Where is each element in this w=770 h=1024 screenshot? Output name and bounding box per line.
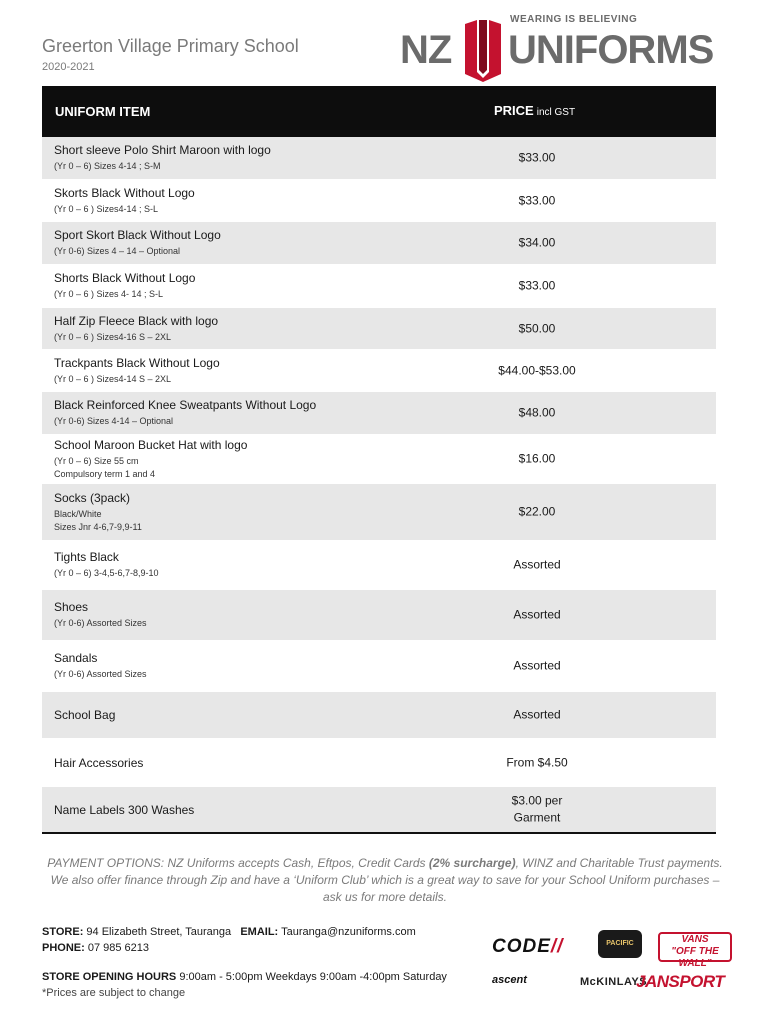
item-name: Sport Skort Black Without Logo: [54, 228, 221, 243]
table-row: [42, 484, 716, 541]
item-price: Assorted: [513, 658, 561, 673]
item-cell: [54, 186, 454, 216]
store-phone: 07 985 6213: [87, 942, 150, 954]
item-name: Tights Black: [54, 550, 119, 565]
logo-tagline: WEARING IS BELIEVING: [510, 14, 638, 25]
store-address: 94 Elizabeth Street, Tauranga: [86, 926, 232, 938]
item-sizes: (Yr 0-6) Sizes 4 – 14 – Optional: [54, 246, 181, 257]
table-row: [42, 222, 716, 265]
table-row: [42, 787, 716, 834]
item-cell: [54, 438, 454, 480]
item-cell: [54, 491, 454, 533]
item-cell: [54, 803, 454, 817]
table-row: [42, 137, 716, 180]
table-row: [42, 692, 716, 739]
item-sizes: (Yr 0 – 6) 3-4,5-6,7-8,9-10: [54, 568, 159, 579]
logo-nz-text: NZ: [400, 28, 452, 72]
table-row: [42, 590, 716, 641]
item-cell: [54, 600, 454, 630]
item-cell: [54, 398, 454, 428]
ascent-logo: ascent: [492, 974, 527, 986]
table-bottom-rule: [42, 832, 716, 834]
column-header-price: PRICE incl GST: [494, 103, 576, 118]
table-row: [42, 739, 716, 787]
item-name: Name Labels 300 Washes: [54, 803, 195, 817]
item-name: Trackpants Black Without Logo: [54, 355, 220, 370]
item-price: $33.00: [518, 192, 556, 207]
store-details: STORE: 94 Elizabeth Street, Tauranga EMAIL: Tauranga@nzuniforms.com PHONE: 07 985 6213: [42, 926, 416, 954]
item-name: Skorts Black Without Logo: [54, 185, 195, 200]
item-sizes: (Yr 0-6) Assorted Sizes: [54, 618, 147, 629]
uniform-table: [42, 137, 716, 834]
item-sizes: (Yr 0 – 6) Size 55 cm Compulsory term 1 and 4: [54, 455, 156, 479]
item-sizes: (Yr 0 – 6) Sizes 4-14 ; S-M: [54, 161, 161, 172]
code-logo: CODE//: [492, 936, 564, 957]
item-cell: [54, 651, 454, 681]
store-hours: STORE OPENING HOURS 9:00am - 5:00pm Weekdays 9:00am -4:00pm Saturday *Prices are subject to change: [42, 971, 447, 999]
item-name: Shoes: [54, 600, 89, 615]
table-row: [42, 392, 716, 435]
item-name: School Bag: [54, 708, 116, 722]
item-sizes: (Yr 0 – 6 ) Sizes4-14 S – 2XL: [54, 373, 172, 384]
item-cell: [54, 708, 454, 722]
item-price: $44.00-$53.00: [498, 362, 576, 377]
item-price: $33.00: [518, 278, 556, 293]
item-price: $34.00: [518, 235, 556, 250]
vans-logo: VANS "OFF THE WALL": [658, 932, 732, 962]
column-header-item: UNIFORM ITEM: [55, 104, 151, 119]
table-row: [42, 308, 716, 350]
pacific-badge-logo: PACIFIC: [598, 930, 642, 958]
item-name: Short sleeve Polo Shirt Maroon with logo: [54, 143, 271, 158]
nz-uniforms-logo: [400, 14, 730, 80]
item-price: Assorted: [513, 557, 561, 572]
jansport-logo: JANSPORT: [636, 972, 725, 991]
item-price: Assorted: [513, 607, 561, 622]
prices-note: *Prices are subject to change: [42, 987, 186, 999]
item-sizes: Black/White Sizes Jnr 4-6,7-9,9-11: [54, 508, 142, 532]
item-cell: [54, 356, 454, 386]
item-name: Black Reinforced Knee Sweatpants Without Logo: [54, 398, 317, 413]
item-price: $3.00 per Garment: [511, 793, 563, 825]
item-cell: [54, 228, 454, 258]
item-cell: [54, 314, 454, 344]
table-row: [42, 541, 716, 590]
table-header: [42, 86, 716, 137]
price-gst-note: incl GST: [536, 107, 576, 118]
item-cell: [54, 271, 454, 301]
item-price: From $4.50: [506, 754, 568, 769]
item-price: $33.00: [518, 150, 556, 165]
table-row: [42, 435, 716, 484]
item-cell: [54, 550, 454, 580]
item-name: School Maroon Bucket Hat with logo: [54, 437, 248, 452]
item-price: Assorted: [513, 707, 561, 722]
table-row: [42, 265, 716, 308]
item-sizes: (Yr 0 – 6 ) Sizes 4- 14 ; S-L: [54, 289, 164, 300]
logo-mark-icon: [463, 18, 503, 82]
item-name: Sandals: [54, 651, 98, 666]
brand-logos: [490, 928, 730, 998]
logo-uniforms-text: UNIFORMS: [508, 28, 714, 72]
item-cell: [54, 143, 454, 173]
item-sizes: (Yr 0 – 6 ) Sizes4-14 ; S-L: [54, 203, 159, 214]
item-price: $22.00: [518, 504, 556, 519]
table-row: [42, 641, 716, 692]
item-price: $50.00: [518, 320, 556, 335]
store-email: Tauranga@nzuniforms.com: [281, 926, 416, 938]
item-sizes: (Yr 0-6) Assorted Sizes: [54, 669, 147, 680]
item-name: Socks (3pack): [54, 490, 131, 505]
school-year: 2020-2021: [42, 61, 95, 73]
item-sizes: (Yr 0-6) Sizes 4-14 – Optional: [54, 416, 174, 427]
item-price: $48.00: [518, 405, 556, 420]
item-name: Half Zip Fleece Black with logo: [54, 313, 219, 328]
item-name: Shorts Black Without Logo: [54, 271, 196, 286]
school-name: Greerton Village Primary School: [42, 36, 299, 56]
item-sizes: (Yr 0 – 6 ) Sizes4-16 S – 2XL: [54, 331, 172, 342]
payment-options-text: PAYMENT OPTIONS: NZ Uniforms accepts Cash, Eftpos, Credit Cards (2% surcharge), WINZ and Charitable Trust payments. We also offer finance through Zip and have a ‘Uniform Club’ which is a great way to save for your School Uniform purchases – ask us for more details.: [47, 856, 723, 904]
table-row: [42, 350, 716, 392]
mckinlays-logo: McKINLAYS: [580, 976, 648, 988]
item-name: Hair Accessories: [54, 755, 144, 770]
item-cell: [54, 756, 454, 770]
item-price: $16.00: [518, 451, 556, 466]
table-row: [42, 180, 716, 222]
